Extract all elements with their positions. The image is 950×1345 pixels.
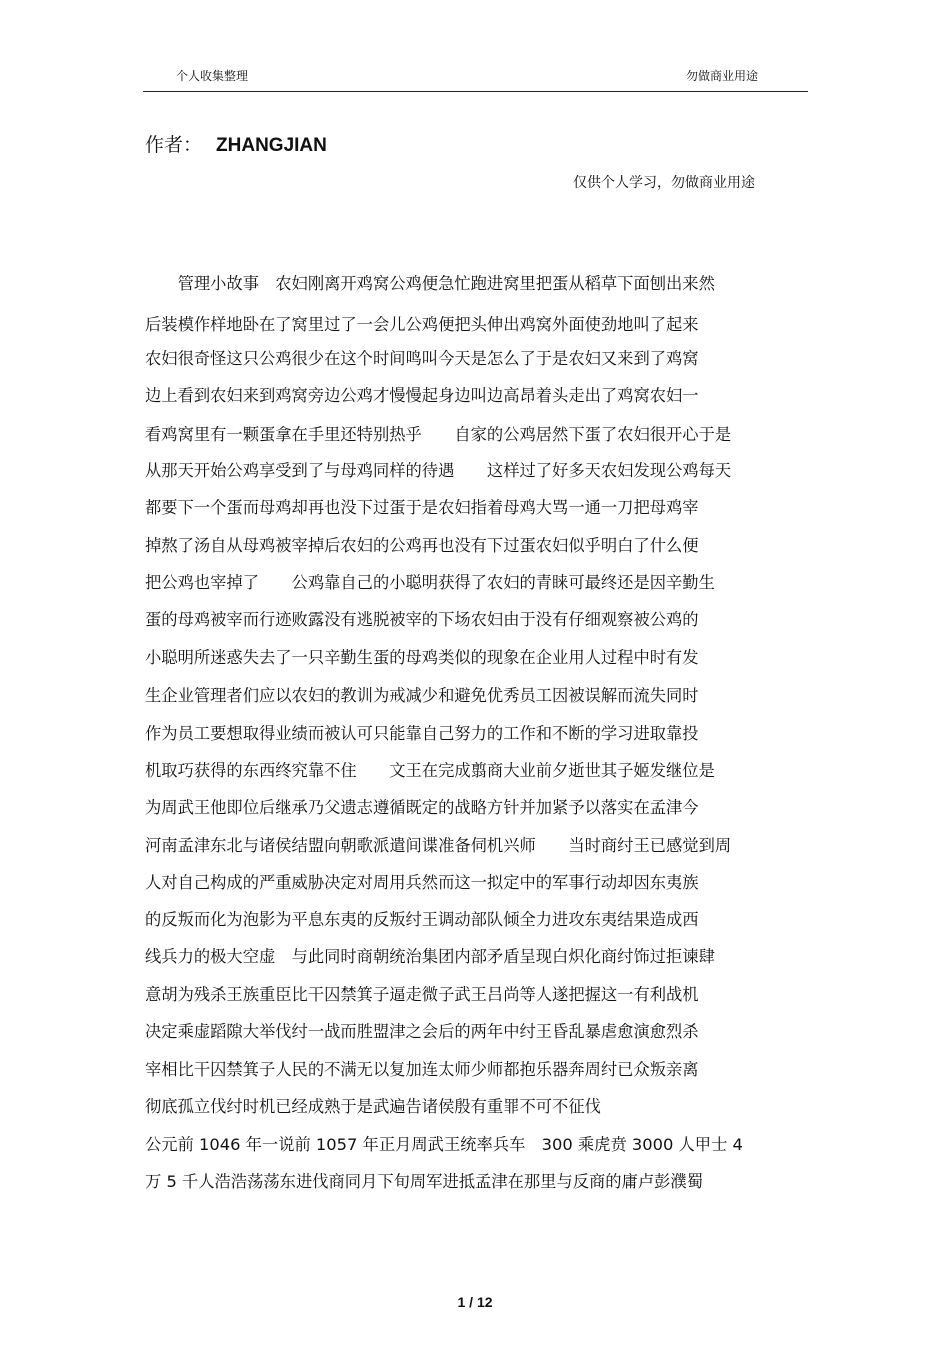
body-line: 人对自己构成的严重威胁决定对周用兵然而这一拟定中的军事行动却因东夷族	[145, 873, 699, 892]
body-line: 公元前 1046 年一说前 1057 年正月周武王统率兵车 300 乘虎贲 3000 人甲士 4	[145, 1135, 743, 1154]
body-line: 的反叛而化为泡影为平息东夷的反叛纣王调动部队倾全力进攻东夷结果造成西	[145, 910, 699, 929]
body-line: 农妇很奇怪这只公鸡很少在这个时间鸣叫今天是怎么了于是农妇又来到了鸡窝	[145, 349, 699, 368]
author-label: 作者：	[145, 134, 203, 156]
header-left-text: 个人收集整理	[176, 69, 249, 83]
body-line: 彻底孤立伐纣时机已经成熟于是武遍告诸侯殷有重罪不可不征伐	[145, 1097, 601, 1116]
body-line: 线兵力的极大空虚 与此同时商朝统治集团内部矛盾呈现白炽化商纣饰过拒谏肆	[145, 947, 715, 966]
body-line: 从那天开始公鸡享受到了与母鸡同样的待遇 这样过了好多天农妇发现公鸡每天	[145, 461, 732, 480]
body-line: 边上看到农妇来到鸡窝旁边公鸡才慢慢起身边叫边高昂着头走出了鸡窝农妇一	[145, 386, 699, 405]
body-line: 都要下一个蛋而母鸡却再也没下过蛋于是农妇指着母鸡大骂一通一刀把母鸡宰	[145, 498, 699, 517]
author-line	[145, 130, 327, 157]
header-divider	[143, 91, 808, 92]
body-line: 小聪明所迷惑失去了一只辛勤生蛋的母鸡类似的现象在企业用人过程中时有发	[145, 648, 699, 667]
page-indicator: 1 / 12	[457, 1294, 493, 1310]
header-right-text: 勿做商业用途	[686, 69, 759, 83]
body-line: 为周武王他即位后继承乃父遗志遵循既定的战略方针并加紧予以落实在孟津今	[145, 798, 699, 817]
body-line: 后装模作样地卧在了窝里过了一会儿公鸡便把头伸出鸡窝外面使劲地叫了起来	[145, 315, 699, 334]
body-line: 管理小故事 农妇刚离开鸡窝公鸡便急忙跑进窝里把蛋从稻草下面刨出来然	[145, 274, 715, 293]
body-line: 河南孟津东北与诸侯结盟向朝歌派遣间谍准备伺机兴师 当时商纣王已感觉到周	[145, 836, 732, 855]
body-line: 宰相比干囚禁箕子人民的不满无以复加连太师少师都抱乐器奔周纣已众叛亲离	[145, 1060, 699, 1079]
body-line: 万 5 千人浩浩荡荡东进伐商同月下旬周军进抵孟津在那里与反商的庸卢彭濮蜀	[145, 1172, 703, 1191]
body-line: 机取巧获得的东西终究靠不住 文王在完成翦商大业前夕逝世其子姬发继位是	[145, 761, 715, 780]
body-line: 生企业管理者们应以农妇的教训为戒减少和避免优秀员工因被误解而流失同时	[145, 686, 699, 705]
body-line: 蛋的母鸡被宰而行迹败露没有逃脱被宰的下场农妇由于没有仔细观察被公鸡的	[145, 610, 699, 629]
body-line: 掉熬了汤自从母鸡被宰掉后农妇的公鸡再也没有下过蛋农妇似乎明白了什么便	[145, 536, 699, 555]
body-line: 看鸡窝里有一颗蛋拿在手里还特别热乎 自家的公鸡居然下蛋了农妇很开心于是	[145, 425, 732, 444]
disclaimer-text: 仅供个人学习，勿做商业用途	[573, 175, 755, 191]
body-line: 意胡为残杀王族重臣比干囚禁箕子逼走微子武王吕尚等人遂把握这一有利战机	[145, 985, 699, 1004]
author-name: ZHANGJIAN	[216, 135, 327, 156]
body-line: 把公鸡也宰掉了 公鸡靠自己的小聪明获得了农妇的青睐可最终还是因辛勤生	[145, 573, 715, 592]
body-line: 作为员工要想取得业绩而被认可只能靠自己努力的工作和不断的学习进取靠投	[145, 724, 699, 743]
body-line: 决定乘虚蹈隙大举伐纣一战而胜盟津之会后的两年中纣王昏乱暴虐愈演愈烈杀	[145, 1022, 699, 1041]
